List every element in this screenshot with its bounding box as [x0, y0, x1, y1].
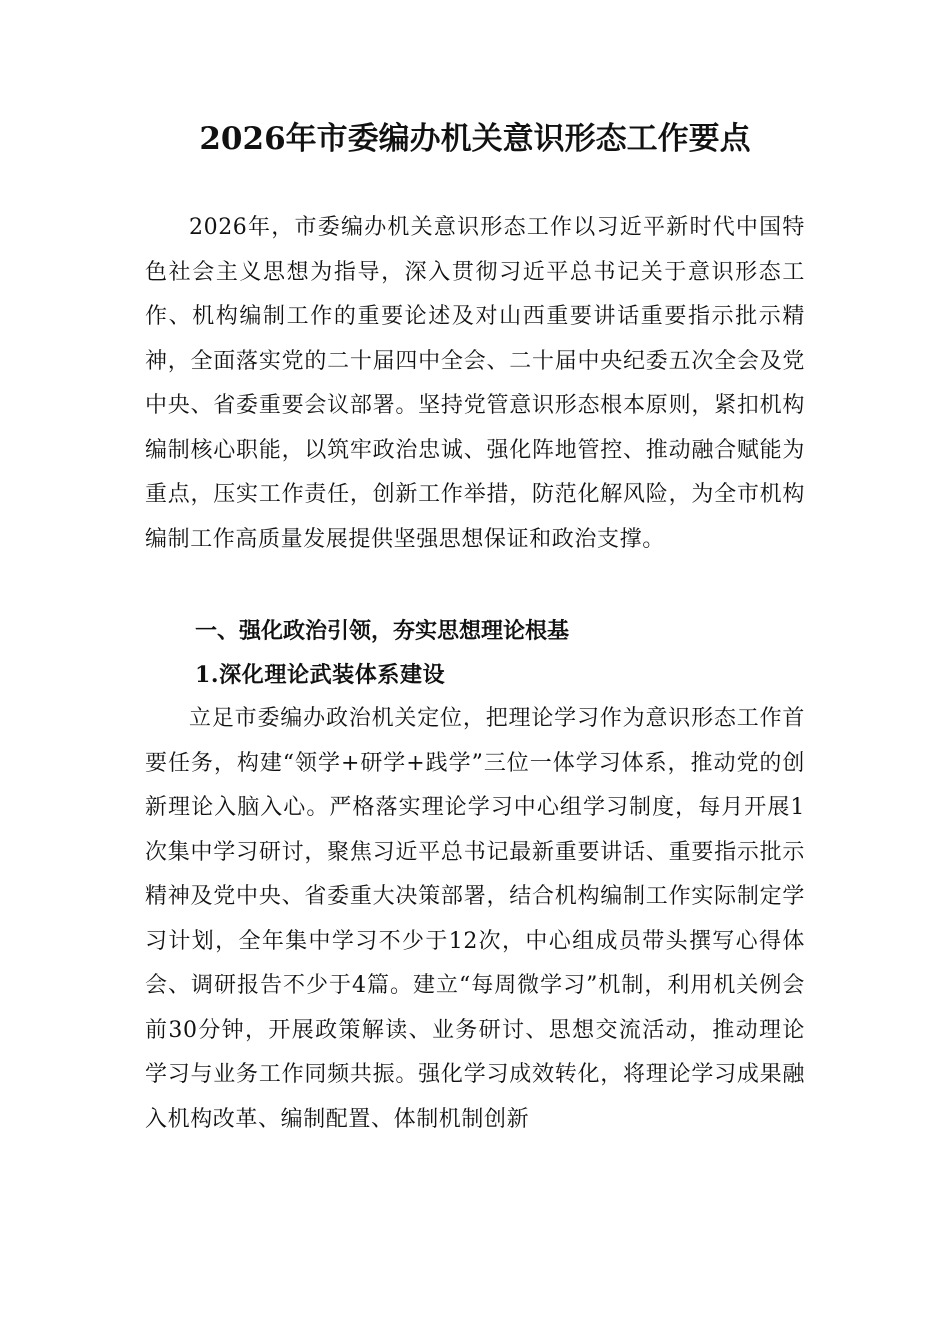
subsection-1-paragraph: 立足市委编办政治机关定位，把理论学习作为意识形态工作首要任务，构建“领学+研学+践学”三位一体学习体系，推动党的创新理论入脑入心。严格落实理论学习中心组学习制度，每月开展1次集中学习研讨，聚焦习近平总书记最新重要讲话、重要指示批示精神及党中央、省委重大决策部署，结合机构编制工作实际制定学习计划，全年集中学习不少于12次，中心组成员带头撰写心得体会、调研报告不少于4篇。建立“每周微学习”机制，利用机关例会前30分钟，开展政策解读、业务研讨、思想交流活动，推动理论学习与业务工作同频共振。强化学习成效转化，将理论学习成果融入机构改革、编制配置、体制机制创新: [145, 706, 805, 1132]
subsection-1-heading: 1.深化理论武装体系建设: [195, 662, 446, 688]
document-title: 2026年市委编办机关意识形态工作要点: [199, 121, 751, 157]
intro-paragraph: 2026年，市委编办机关意识形态工作以习近平新时代中国特色社会主义思想为指导，深入贯彻习近平总书记关于意识形态工作、机构编制工作的重要论述及对山西重要讲话重要指示批示精神，全面落实党的二十届四中全会、二十届中央纪委五次全会及党中央、省委重要会议部署。坚持党管意识形态根本原则，紧扣机构编制核心职能，以筑牢政治忠诚、强化阵地管控、推动融合赋能为重点，压实工作责任，创新工作举措，防范化解风险，为全市机构编制工作高质量发展提供坚强思想保证和政治支撑。: [145, 215, 805, 552]
section-1-heading: 一、强化政治引领，夯实思想理论根基: [195, 619, 570, 644]
